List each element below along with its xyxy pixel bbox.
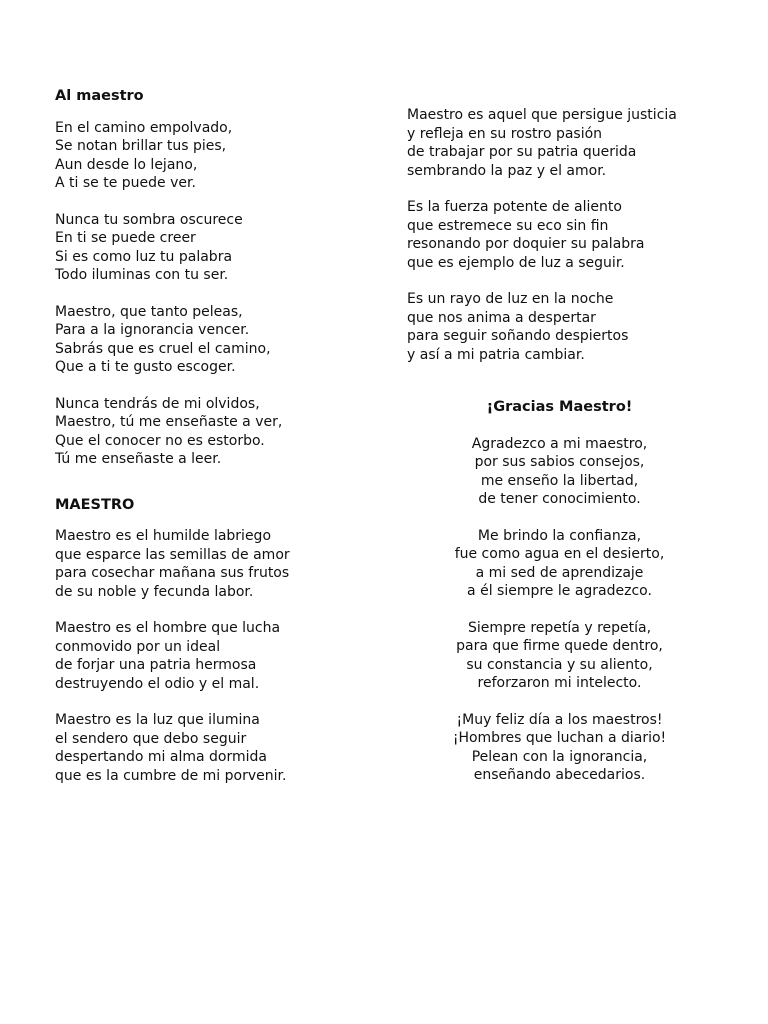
poem-line: que esparce las semillas de amor — [55, 546, 290, 563]
poem-line: resonando por doquier su palabra — [407, 236, 645, 252]
poem-line: para que firme quede dentro, — [456, 638, 663, 654]
poem-line: Aun desde lo lejano, — [55, 156, 198, 173]
poem-line: que es la cumbre de mi porvenir. — [55, 767, 287, 784]
stanza — [407, 198, 722, 272]
poem-title-maestro: MAESTRO — [55, 496, 135, 513]
poem-line: fue como agua en el desierto, — [454, 546, 665, 562]
stanza — [55, 527, 355, 601]
poem-line: me enseño la libertad, — [480, 472, 639, 489]
poem-line: Todo iluminas con tu ser. — [55, 267, 229, 283]
poem-line: Sabrás que es cruel el camino, — [55, 340, 271, 357]
poem-line: Es un rayo de luz en la noche — [407, 291, 614, 307]
stanza — [55, 711, 355, 785]
poem-line: Se notan brillar tus pies, — [55, 138, 227, 154]
poem-line: Maestro, tú me enseñaste a ver, — [55, 414, 283, 430]
poem-line: A ti se te puede ver. — [55, 175, 196, 191]
poem-line: de forjar una patria hermosa — [55, 657, 257, 673]
poem-line: su constancia y su aliento, — [466, 656, 653, 673]
poem-line: Maestro es aquel que persigue justicia — [407, 107, 677, 123]
poem-line: para cosechar mañana sus frutos — [55, 565, 290, 581]
poem-line: Maestro es la luz que ilumina — [55, 712, 260, 728]
poem-line: por sus sabios consejos, — [474, 454, 645, 470]
poem-line: destruyendo el odio y el mal. — [55, 675, 260, 692]
poem-line: de tener conocimiento. — [478, 491, 641, 507]
gracias-maestro-poem — [407, 398, 712, 785]
stanza — [407, 106, 722, 180]
poem-line: de trabajar por su patria querida — [407, 144, 637, 160]
stanza — [55, 119, 355, 193]
stanza — [55, 211, 355, 285]
poem-title-gracias-maestro: ¡Gracias Maestro! — [486, 399, 633, 415]
poem-line: y refleja en su rostro pasión — [407, 125, 603, 142]
poem-line: y así a mi patria cambiar. — [407, 346, 585, 363]
poem-line: Es la fuerza potente de aliento — [407, 199, 622, 215]
poem-line: Pelean con la ignorancia, — [471, 748, 648, 765]
poem-line: despertando mi alma dormida — [55, 749, 267, 765]
poem-line: Maestro es el hombre que lucha — [55, 620, 281, 636]
stanza — [407, 619, 712, 693]
poem-line: a él siempre le agradezco. — [467, 583, 652, 599]
right-column — [407, 106, 722, 803]
poem-line: En el camino empolvado, — [55, 119, 233, 136]
poem-line: ¡Hombres que luchan a diario! — [452, 730, 667, 746]
poem-line: Agradezco a mi maestro, — [471, 435, 648, 452]
poem-line: de su noble y fecunda labor. — [55, 583, 254, 600]
poem-line: Nunca tu sombra oscurece — [55, 211, 243, 228]
stanza — [407, 711, 712, 785]
stanza — [407, 435, 712, 509]
poem-line: Siempre repetía y repetía, — [467, 619, 652, 636]
poem-line: sembrando la paz y el amor. — [407, 162, 607, 179]
poem-line: para seguir soñando despiertos — [407, 328, 629, 344]
poem-line: Tú me enseñaste a leer. — [55, 451, 222, 467]
stanza — [55, 619, 355, 693]
poem-line: ¡Muy feliz día a los maestros! — [456, 711, 663, 728]
poem-title-al-maestro: Al maestro — [55, 88, 144, 104]
stanza — [55, 303, 355, 377]
poem-line: el sendero que debo seguir — [55, 730, 247, 747]
poem-line: reforzaron mi intelecto. — [477, 675, 642, 691]
poem-line: enseñando abecedarios. — [473, 767, 646, 783]
left-column — [55, 87, 355, 803]
poem-line: Si es como luz tu palabra — [55, 248, 233, 265]
poem-line: que estremece su eco sin fin — [407, 217, 609, 234]
poem-line: a mi sed de aprendizaje — [475, 564, 644, 581]
poem-line: En ti se puede creer — [55, 230, 196, 246]
poem-line: Que el conocer no es estorbo. — [55, 432, 265, 449]
stanza — [407, 527, 712, 601]
poem-line: Maestro es el humilde labriego — [55, 528, 272, 544]
poem-line: Maestro, que tanto peleas, — [55, 303, 243, 320]
poem-line: que nos anima a despertar — [407, 309, 596, 326]
poem-line: Que a ti te gusto escoger. — [55, 359, 236, 375]
poem-line: conmovido por un ideal — [55, 638, 221, 655]
poem-line: que es ejemplo de luz a seguir. — [407, 254, 625, 271]
stanza — [55, 395, 355, 469]
poem-line: Para a la ignorancia vencer. — [55, 322, 250, 338]
poem-line: Me brindo la confianza, — [477, 527, 642, 544]
poem-line: Nunca tendrás de mi olvidos, — [55, 395, 260, 412]
stanza — [407, 290, 722, 364]
